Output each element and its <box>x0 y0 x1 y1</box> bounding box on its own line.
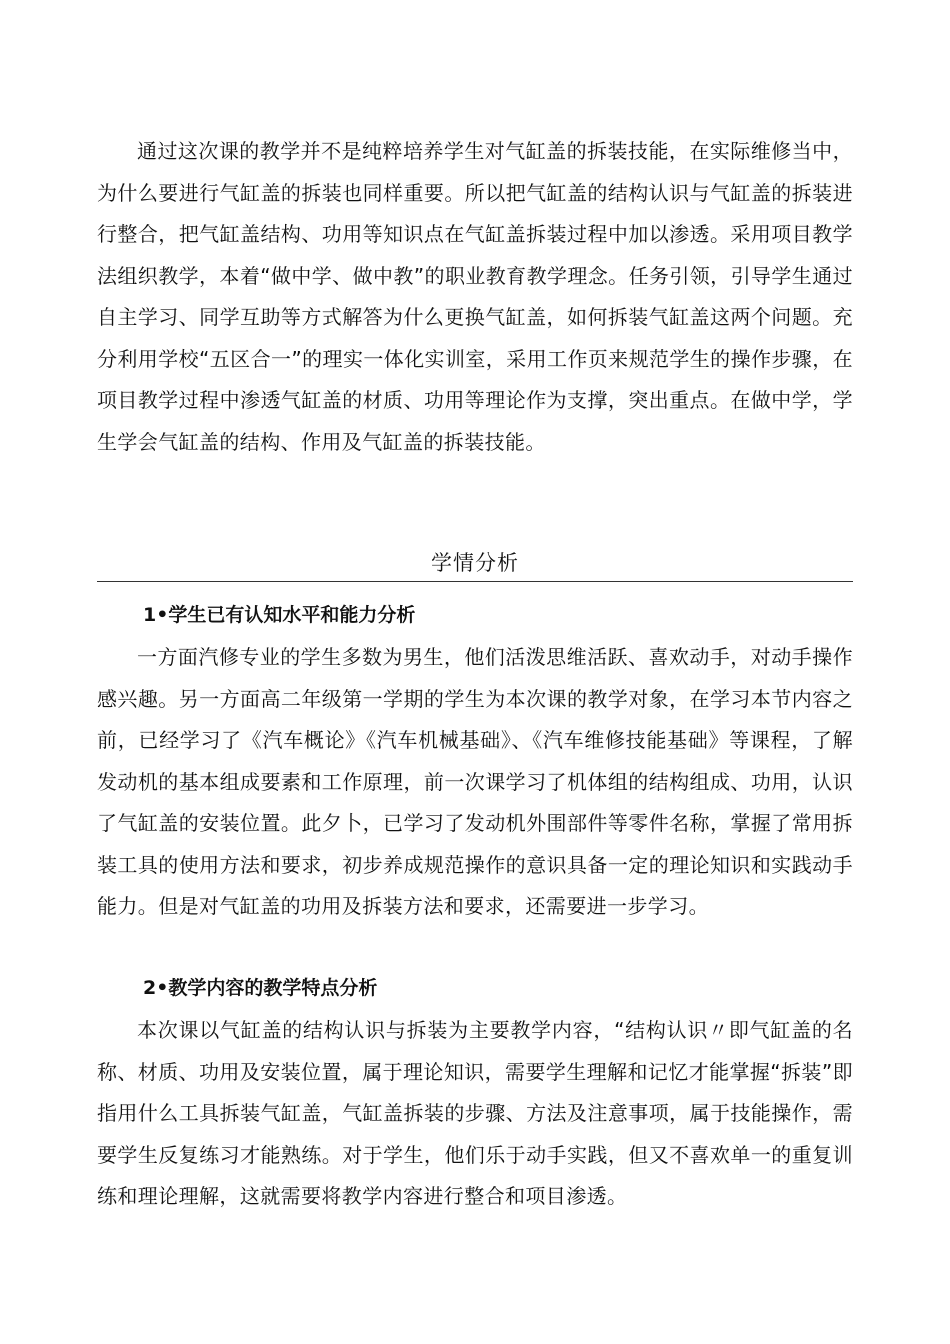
subsection-2-paragraph: 本次课以气缸盖的结构认识与拆装为主要教学内容，“结构认识〃即气缸盖的名称、材质、功用及安装位置，属于理论知识，需要学生理解和记忆才能掌握“拆装”即指用什么工具拆装气缸盖，气缸盖拆装的步骤、方法及注意事项，属于技能操作，需要学生反复练习才能熟练。对于学生，他们乐于动手实践，但又不喜欢单一的重复训练和理论理解，这就需要将教学内容进行整合和项目渗透。 <box>97 1018 854 1208</box>
section-title: 学情分析 <box>431 551 519 575</box>
subsection-2-title: 2•教学内容的教学特点分析 <box>143 977 378 999</box>
subsection-1-title: 1•学生已有认知水平和能力分析 <box>143 604 416 626</box>
intro-paragraph: 通过这次课的教学并不是纯粹培养学生对气缸盖的拆装技能，在实际维修当中，为什么要进行气缸盖的拆装也同样重要。所以把气缸盖的结构认识与气缸盖的拆装进行整合，把气缸盖结构、功用等知识点在气缸盖拆装过程中加以渗透。采用项目教学法组织教学，本着“做中学、做中教”的职业教育教学理念。任务引领，引导学生通过自主学习、同学互助等方式解答为什么更换气缸盖，如何拆装气缸盖这两个问题。充分利用学校“五区合一”的理实一体化实训室，采用工作页来规范学生的操作步骤，在项目教学过程中渗透气缸盖的材质、功用等理论作为支撑，突出重点。在做中学，学生学会气缸盖的结构、作用及气缸盖的拆装技能。 <box>97 139 853 454</box>
subsection-2 <box>97 970 853 1218</box>
subsection-1 <box>97 597 853 928</box>
intro-block <box>97 131 853 463</box>
subsection-1-paragraph: 一方面汽修专业的学生多数为男生，他们活泼思维活跃、喜欢动手，对动手操作感兴趣。另一方面高二年级第一学期的学生为本次课的教学对象，在学习本节内容之前，已经学习了《汽车概论》《汽车机械基础》、《汽车维修技能基础》等课程，了解发动机的基本组成要素和工作原理，前一次课学习了机体组的结构组成、功用，认识了气缸盖的安装位置。此夕卜，已学习了发动机外围部件等零件名称，掌握了常用拆装工具的使用方法和要求，初步养成规范操作的意识具备一定的理论知识和实践动手能力。但是对气缸盖的功用及拆装方法和要求，还需要进一步学习。 <box>97 645 853 918</box>
section-heading-block <box>97 545 853 582</box>
